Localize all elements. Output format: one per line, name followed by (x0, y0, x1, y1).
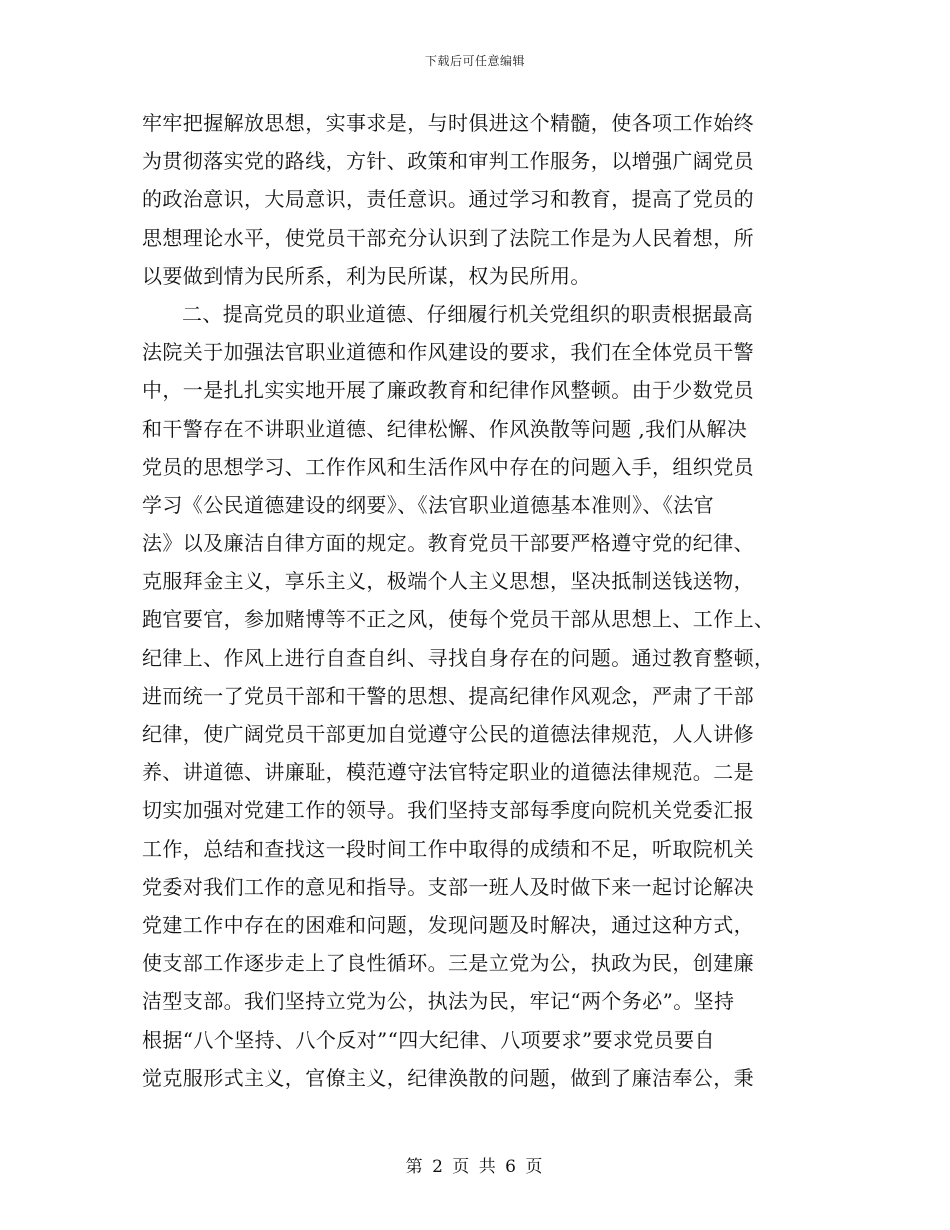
body-line: 牢牢把握解放思想，实事求是，与时俱进这个精髓，使各项工作始终 (142, 111, 754, 135)
body-line: 觉克服形式主义，官僚主义，纪律涣散的问题，做到了廉洁奉公，秉 (142, 1065, 754, 1090)
page-number-footer: 第 2 页 共 6 页 (405, 1157, 545, 1177)
body-line: 学习《公民道德建设的纲要》、《法官职业道德基本准则》、《法官 (142, 492, 714, 517)
body-line: 法院关于加强法官职业道德和作风建设的要求，我们在全体党员干警 (142, 340, 754, 365)
body-line: 党建工作中存在的困难和问题，发现问题及时解决，通过这种方式， (142, 912, 754, 937)
body-line: 使支部工作逐步走上了良性循环。三是立党为公，执政为民，创建廉 (142, 951, 754, 976)
body-line: 洁型支部。我们坚持立党为公，执法为民，牢记“两个务必”。坚持 (142, 989, 735, 1014)
document-body (142, 104, 812, 1097)
body-line: 工作，总结和查找这一段时间工作中取得的成绩和不足，听取院机关 (142, 836, 754, 861)
body-line: 的政治意识，大局意识，责任意识。通过学习和教育，提高了党员的 (142, 187, 754, 212)
body-line: 党员的思想学习、工作作风和生活作风中存在的问题入手，组织党员 (142, 454, 754, 479)
body-line: 以要做到情为民所系，利为民所谋，权为民所用。 (142, 263, 591, 288)
body-line: 养、讲道德、讲廉耻，模范遵守法官特定职业的道德法律规范。二是 (142, 760, 754, 785)
body-line: 思想理论水平，使党员干部充分认识到了法院工作是为人民着想，所 (142, 225, 754, 250)
page-header-note: 下载后可任意编辑 (424, 54, 525, 68)
body-line: 纪律上、作风上进行自查自纠、寻找自身存在的问题。通过教育整顿， (142, 645, 775, 670)
body-line: 克服拜金主义，享乐主义，极端个人主义思想，坚决抵制送钱送物， (142, 569, 754, 594)
body-line: 法》以及廉洁自律方面的规定。教育党员干部要严格遵守党的纪律、 (142, 531, 754, 556)
body-line: 跑官要官，参加赌博等不正之风，使每个党员干部从思想上、工作上、 (142, 607, 775, 632)
body-line: 为贯彻落实党的路线，方针、政策和审判工作服务，以增强广阔党员 (142, 149, 754, 174)
body-line: 和干警存在不讲职业道德、纪律松懈、作风涣散等问题 ,我们从解决 (142, 416, 748, 441)
body-line: 中，一是扎扎实实地开展了廉政教育和纪律作风整顿。由于少数党员 (142, 378, 754, 403)
body-line: 进而统一了党员干部和干警的思想、提高纪律作风观念，严肃了干部 (142, 683, 754, 708)
body-line: 党委对我们工作的意见和指导。支部一班人及时做下来一起讨论解决 (142, 874, 754, 899)
body-line: 纪律，使广阔党员干部更加自觉遵守公民的道德法律规范，人人讲修 (142, 722, 754, 746)
body-line: 切实加强对党建工作的领导。我们坚持支部每季度向院机关党委汇报 (142, 798, 754, 823)
body-line: 根据“八个坚持、八个反对”“四大纪律、八项要求”要求党员要自 (142, 1027, 715, 1052)
paragraph-start-line: 二、提高党员的职业道德、仔细履行机关党组织的职责根据最高 (182, 301, 754, 326)
